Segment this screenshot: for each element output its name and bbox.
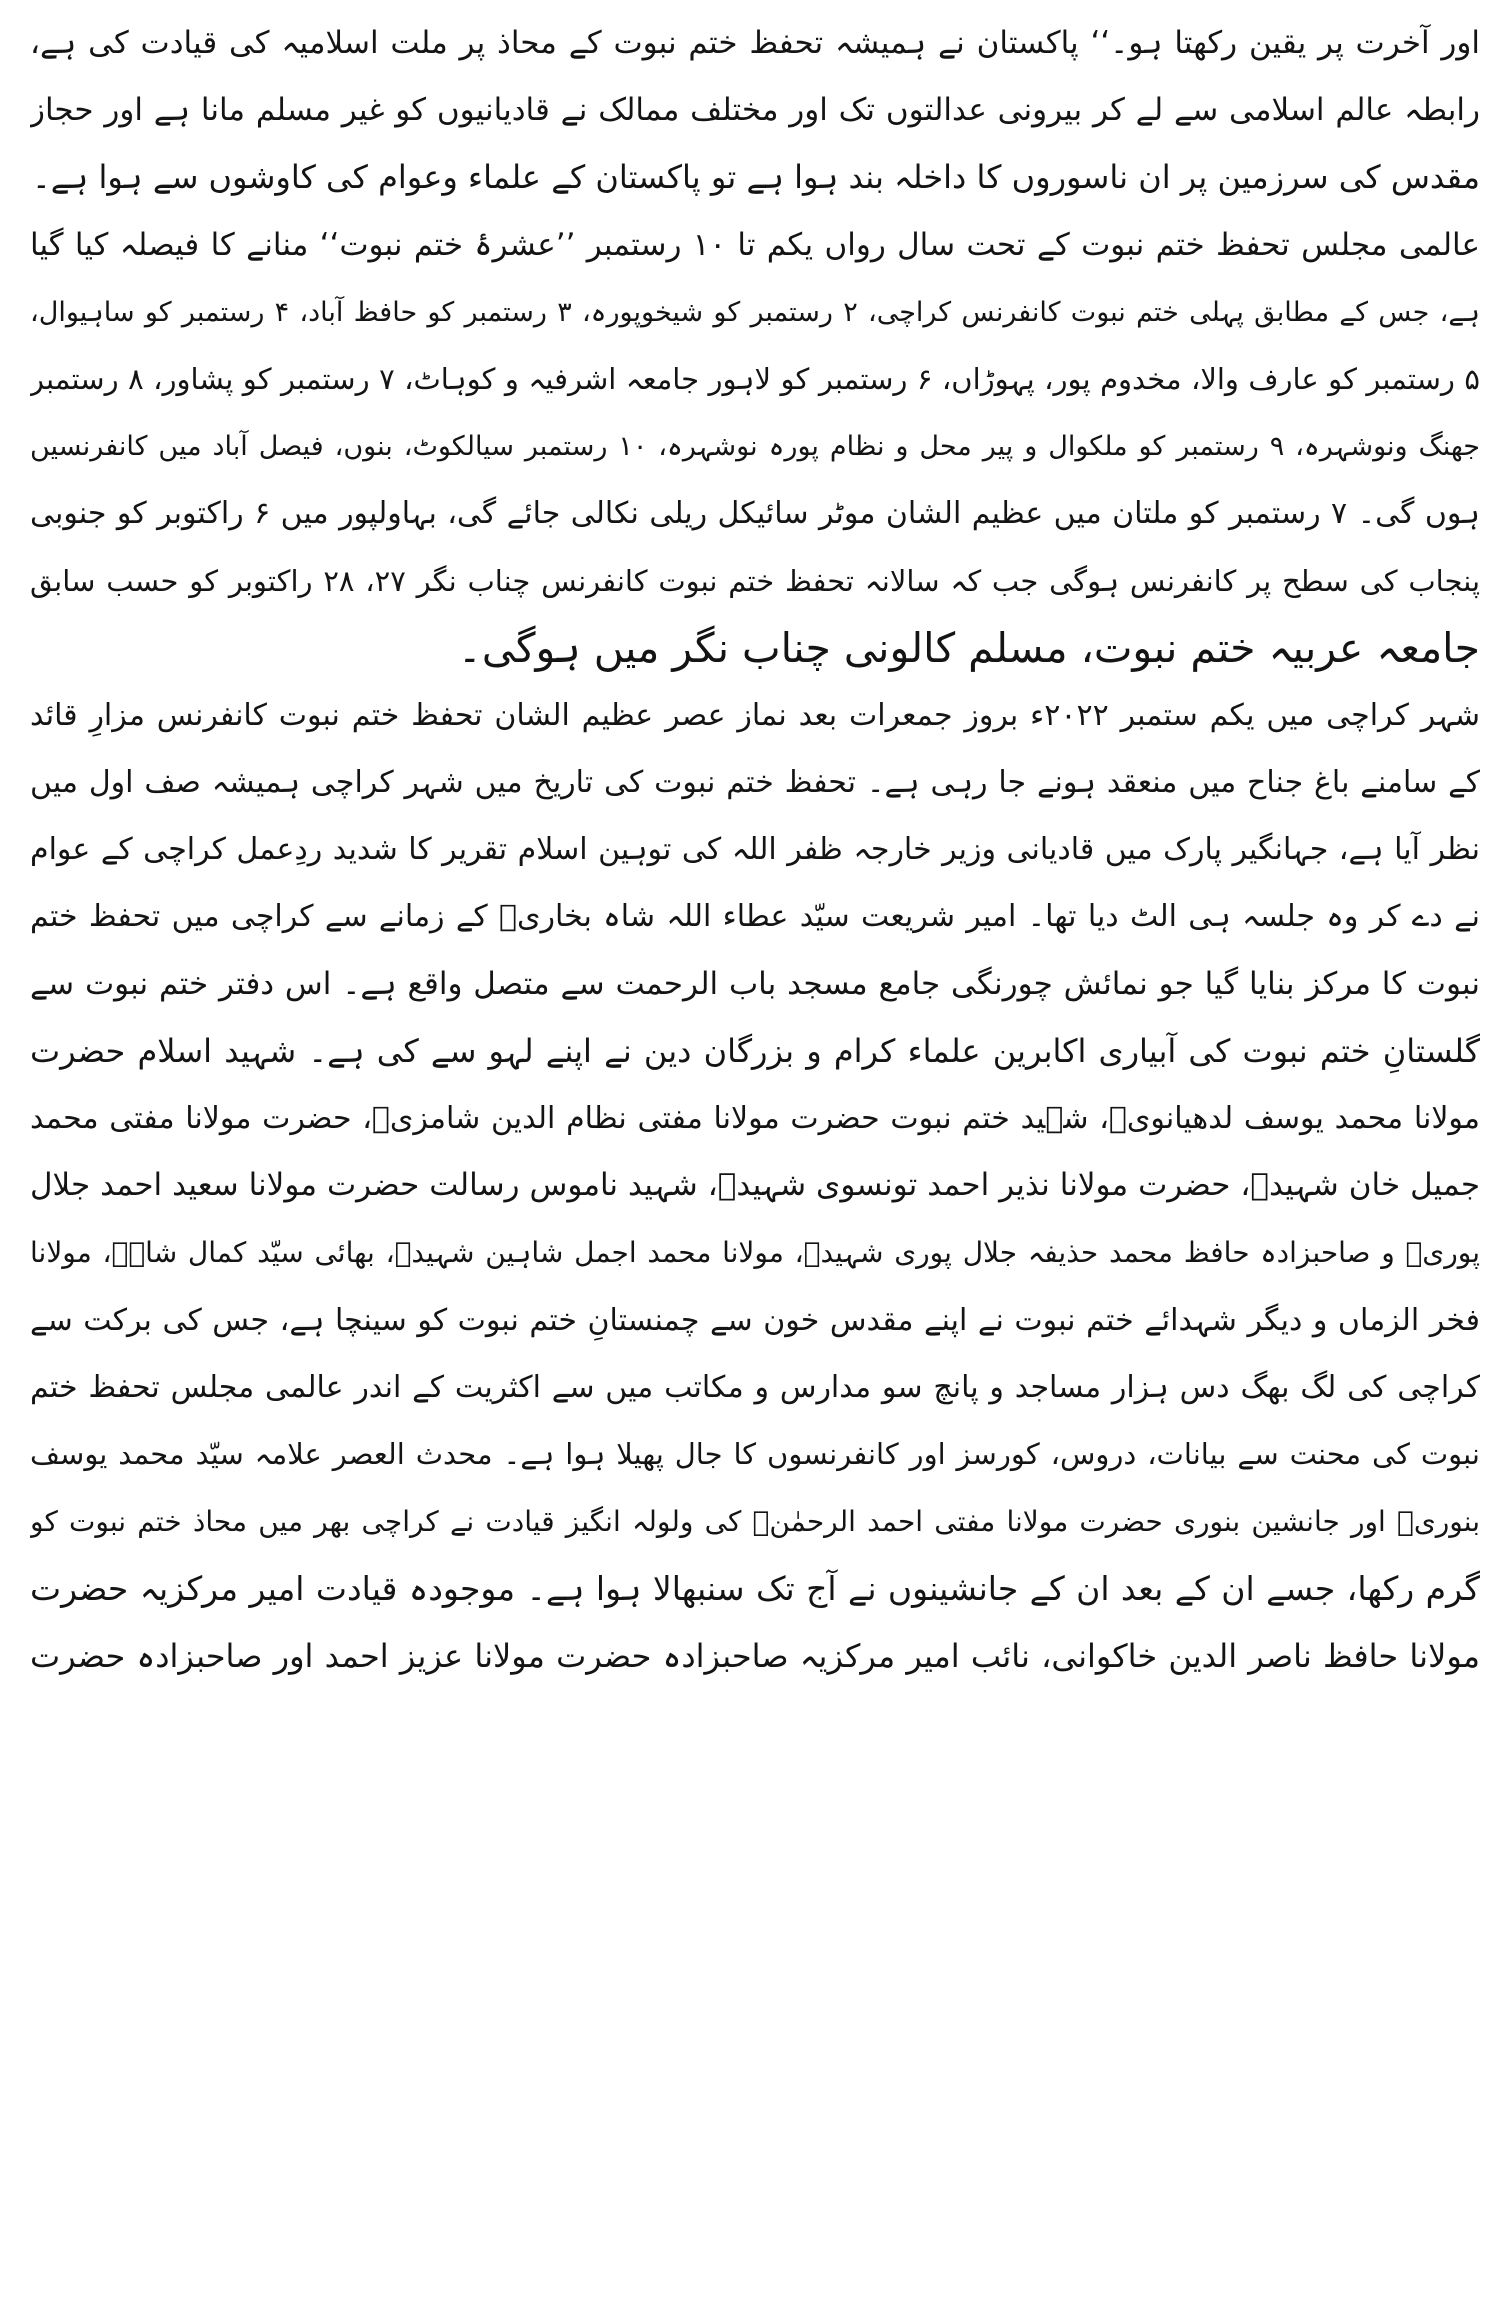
text-line: جھنگ ونوشہرہ، ۹ رستمبر کو ملکوال و پیر محل و نظام پورہ نوشہرہ، ۱۰ رستمبر سیالکوٹ، بنوں، فیصل آباد میں کانفرنسیں (30, 431, 1480, 463)
text-line: مقدس کی سرزمین پر ان ناسوروں کا داخلہ بند ہوا ہے تو پاکستان کے علماء وعوام کی کاوشوں سے ہوا ہے۔ (32, 158, 1480, 197)
text-line: اور آخرت پر یقین رکھتا ہو۔‘‘ پاکستان نے ہمیشہ تحفظ ختم نبوت کے محاذ پر ملت اسلامیہ کی قیادت کی ہے، (30, 25, 1480, 61)
text-line: نبوت کی محنت سے بیانات، دروس، کورسز اور کانفرنسوں کا جال پھیلا ہوا ہے۔ محدث العصر علامہ سیّد محمد یوسف (30, 1436, 1480, 1471)
text-line: مولانا حافظ ناصر الدین خاکوانی، نائب امیر مرکزیہ صاحبزادہ حضرت مولانا عزیز احمد اور صاحبزادہ حضرت (30, 1636, 1480, 1675)
text-line: پنجاب کی سطح پر کانفرنس ہوگی جب کہ سالانہ تحفظ ختم نبوت کانفرنس چناب نگر ۲۷، ۲۸ راکتوبر کو حسب سابق (30, 563, 1480, 598)
text-line: کراچی کی لگ بھگ دس ہزار مساجد و پانچ سو مدارس و مکاتب میں سے اکثریت کے اندر عالمی مجلس تحفظ ختم (30, 1369, 1480, 1405)
text-line: عالمی مجلس تحفظ ختم نبوت کے تحت سال رواں یکم تا ۱۰ رستمبر ’’عشرۂ ختم نبوت‘‘ منانے کا فیصلہ کیا گیا (30, 226, 1480, 263)
text-line: ۵ رستمبر کو عارف والا، مخدوم پور، پہوڑاں، ۶ رستمبر کو لاہور جامعہ اشرفیہ و کوہاٹ، ۷ رستمبر کو پشاور، ۸ رستمبر (30, 361, 1480, 396)
text-line: گلستانِ ختم نبوت کی آبیاری اکابرین علماء کرام و بزرگان دین نے اپنے لہو سے کی ہے۔ شہید اسلام حضرت (30, 1031, 1480, 1070)
text-line: شہر کراچی میں یکم ستمبر ۲۰۲۲ء بروز جمعرات بعد نماز عصر عظیم الشان تحفظ ختم نبوت کانفرنس مزارِ قائد (30, 697, 1480, 733)
text-line: رابطہ عالم اسلامی سے لے کر بیرونی عدالتوں تک اور مختلف ممالک نے قادیانیوں کو غیر مسلم مانا ہے اور حجاز (30, 92, 1480, 129)
text-line: فخر الزماں و دیگر شہدائے ختم نبوت نے اپنے مقدس خون سے چمنستانِ ختم نبوت کو سینچا ہے، جس کی برکت سے (30, 1302, 1480, 1338)
text-line: نبوت کا مرکز بنایا گیا جو نمائش چورنگی جامع مسجد باب الرحمت سے متصل واقع ہے۔ اس دفتر ختم نبوت سے (30, 965, 1480, 1002)
paragraph-1 (30, 10, 1480, 212)
text-line: بنوریؒ اور جانشین بنوری حضرت مولانا مفتی احمد الرحمٰنؒ کی ولولہ انگیز قیادت نے کراچی بھر میں محاذ ختم نبوت کو (30, 1505, 1480, 1539)
text-line: ہوں گی۔ ۷ رستمبر کو ملتان میں عظیم الشان موٹر سائیکل ریلی نکالی جائے گی، بہاولپور میں ۶ راکتوبر کو جنوبی (30, 496, 1480, 532)
text-line: مولانا محمد یوسف لدھیانویؒ، شہید ختم نبوت حضرت مولانا مفتی نظام الدین شامزیؒ، حضرت مولانا مفتی محمد (30, 1101, 1480, 1136)
text-line: کے سامنے باغ جناح میں منعقد ہونے جا رہی ہے۔ تحفظ ختم نبوت کی تاریخ میں شہر کراچی ہمیشہ صف اول میں (30, 765, 1480, 801)
document-page (30, 10, 1480, 2290)
text-line: پوریؒ و صاحبزادہ حافظ محمد حذیفہ جلال پوری شہیدؒ، مولانا محمد اجمل شاہین شہیدؒ، بھائی سیّد کمال شاہؒ، مولانا (30, 1236, 1480, 1270)
paragraph-2 (30, 212, 1480, 682)
text-line: ہے، جس کے مطابق پہلی ختم نبوت کانفرنس کراچی، ۲ رستمبر کو شیخوپورہ، ۳ رستمبر کو حافظ آباد، ۴ رستمبر کو ساہیوال، (30, 296, 1480, 328)
text-line: نے دے کر وہ جلسہ ہی الٹ دیا تھا۔ امیر شریعت سیّد عطاء اللہ شاہ بخاریؒ کے زمانے سے کراچی میں تحفظ ختم (30, 899, 1480, 935)
paragraph-3 (30, 682, 1480, 1690)
text-line: گرم رکھا، جسے ان کے بعد ان کے جانشینوں نے آج تک سنبھالا ہوا ہے۔ موجودہ قیادت امیر مرکزیہ حضرت (30, 1569, 1480, 1609)
text-line: نظر آیا ہے، جہانگیر پارک میں قادیانی وزیر خارجہ ظفر اللہ کی توہین اسلام تقریر کا شدید ردِعمل کراچی کے عوام (30, 832, 1480, 868)
text-line: جمیل خان شہیدؒ، حضرت مولانا نذیر احمد تونسوی شہیدؒ، شہید ناموس رسالت حضرت مولانا سعید احمد جلال (30, 1167, 1480, 1204)
text-line: جامعہ عربیہ ختم نبوت، مسلم کالونی چناب نگر میں ہوگی۔ (457, 623, 1480, 672)
